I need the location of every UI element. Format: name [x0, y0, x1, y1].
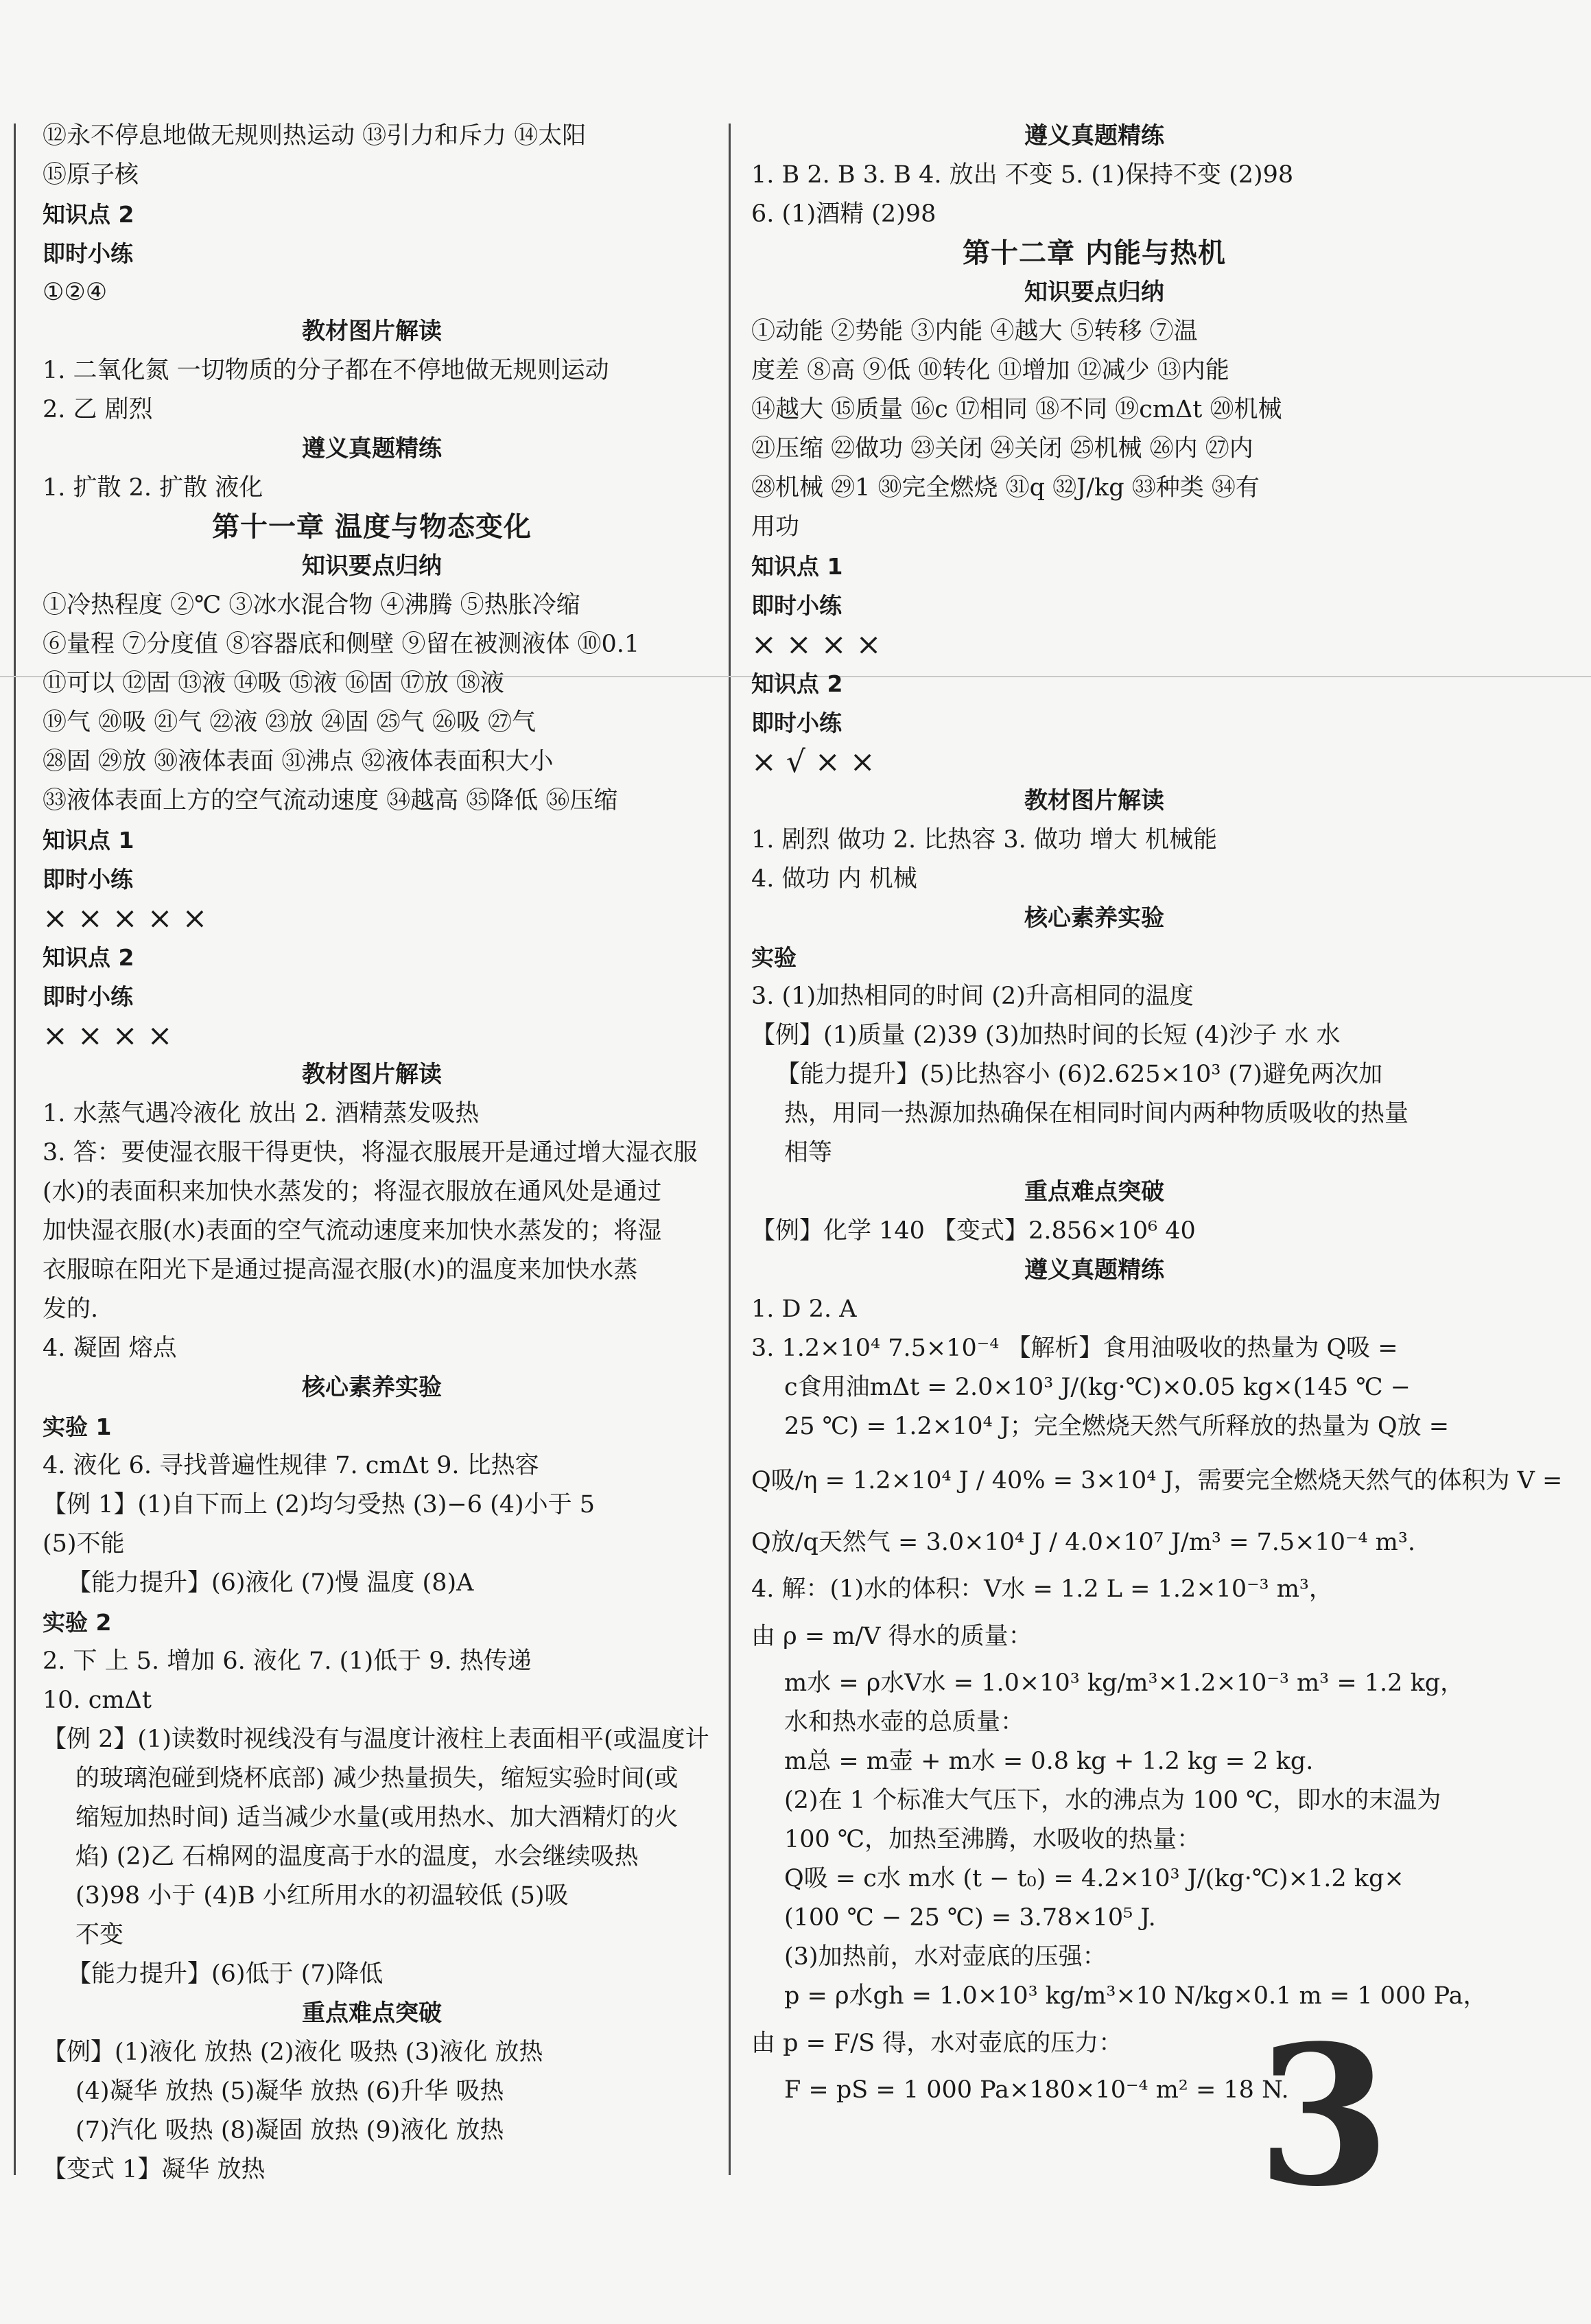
answer-line: 10. cmΔt — [43, 1687, 152, 1714]
section-heading: 教材图片解读 — [302, 318, 442, 345]
answer-line: 1. 水蒸气遇冷液化 放出 2. 酒精蒸发吸热 — [43, 1100, 480, 1127]
knowledge-label: 即时小练 — [43, 983, 133, 1010]
answer-line: 100 ℃，加热至沸腾，水吸收的热量： — [784, 1826, 1201, 1853]
answer-line: 2. 下 上 5. 增加 6. 液化 7. (1)低于 9. 热传递 — [43, 1647, 532, 1675]
answer-line: ××××× — [43, 901, 217, 936]
answer-line: (5)不能 — [43, 1530, 125, 1558]
answer-line: 【变式 1】凝华 放热 — [43, 2156, 266, 2183]
answer-line: Q放/q天然气 = 3.0×10⁴ J / 4.0×10⁷ J/m³ = 7.5×10⁻⁴ m³. — [751, 1529, 1416, 1556]
answer-line: (4)凝华 放热 (5)凝华 放热 (6)升华 吸热 — [75, 2078, 504, 2105]
answer-line: ①②④ — [43, 279, 108, 306]
answer-line: ㉑压缩 ㉒做功 ㉓关闭 ㉔关闭 ㉕机械 ㉖内 ㉗内 — [751, 435, 1253, 462]
answer-line: (3)98 小于 (4)B 小红所用水的初温较低 (5)吸 — [75, 1882, 569, 1910]
column-divider — [729, 124, 731, 2175]
section-heading: 重点难点突破 — [302, 1999, 442, 2027]
answer-line: 4. 做功 内 机械 — [751, 865, 917, 893]
answer-line: F = pS = 1 000 Pa×180×10⁻⁴ m² = 18 N. — [784, 2076, 1289, 2104]
answer-line: (2)在 1 个标准大气压下，水的沸点为 100 ℃，即水的末温为 — [784, 1787, 1441, 1814]
answer-line: ⑫永不停息地做无规则热运动 ⑬引力和斥力 ⑭太阳 — [43, 122, 587, 150]
answer-line: ⑲气 ⑳吸 ㉑气 ㉒液 ㉓放 ㉔固 ㉕气 ㉖吸 ㉗气 — [43, 709, 537, 736]
answer-line: 相等 — [784, 1139, 833, 1166]
knowledge-label: 知识点 2 — [43, 944, 134, 971]
answer-line: 3. 答：要使湿衣服干得更快，将湿衣服展开是通过增大湿衣服 — [43, 1139, 698, 1166]
answer-line: 由 p = F/S 得，水对壶底的压力： — [751, 2030, 1123, 2057]
answer-line: c食用油mΔt = 2.0×10³ J/(kg·℃)×0.05 kg×(145 ℃ − — [784, 1374, 1411, 1401]
answer-line: p = ρ水gh = 1.0×10³ kg/m³×10 N/kg×0.1 m = 1 000 Pa， — [784, 1982, 1487, 2010]
answer-line: (水)的表面积来加快水蒸发的；将湿衣服放在通风处是通过 — [43, 1178, 662, 1206]
knowledge-label: 实验 1 — [43, 1413, 112, 1440]
answer-line: 度差 ⑧高 ⑨低 ⑩转化 ⑪增加 ⑫减少 ⑬内能 — [751, 357, 1229, 384]
answer-line: 水和热水壶的总质量： — [784, 1709, 1025, 1736]
answer-line: 发的. — [43, 1295, 99, 1323]
section-heading: 核心素养实验 — [1024, 904, 1164, 932]
answer-line: 的玻璃泡碰到烧杯底部) 减少热量损失，缩短实验时间(或 — [75, 1765, 679, 1792]
answer-line: 1. 扩散 2. 扩散 液化 — [43, 474, 263, 502]
answer-line: 2. 乙 剧烈 — [43, 396, 153, 423]
section-heading: 教材图片解读 — [302, 1061, 442, 1088]
section-heading: 遵义真题精练 — [302, 435, 442, 462]
left-column — [43, 117, 709, 2190]
answer-line: Q吸/η = 1.2×10⁴ J / 40% = 3×10⁴ J，需要完全燃烧天然气的体积为 V = — [751, 1467, 1563, 1494]
knowledge-label: 即时小练 — [751, 592, 842, 619]
answer-line: 【能力提升】(6)液化 (7)慢 温度 (8)A — [67, 1569, 474, 1597]
answer-line: 【能力提升】(6)低于 (7)降低 — [67, 1960, 384, 1988]
knowledge-label: 知识点 1 — [43, 827, 134, 854]
answer-line: m水 = ρ水V水 = 1.0×10³ kg/m³×1.2×10⁻³ m³ = 1.2 kg， — [784, 1669, 1465, 1697]
right-column — [751, 117, 1563, 2110]
page-number: 3 — [1257, 2004, 1391, 2229]
answer-line: 加快湿衣服(水)表面的空气流动速度来加快水蒸发的；将湿 — [43, 1217, 662, 1245]
answer-line: (100 ℃ − 25 ℃) = 3.78×10⁵ J. — [784, 1904, 1156, 1932]
section-heading: 遵义真题精练 — [1024, 122, 1164, 150]
answer-line: ×√×× — [751, 744, 885, 779]
answer-line: ㉝液体表面上方的空气流动速度 ㉞越高 ㉟降低 ㊱压缩 — [43, 787, 618, 814]
answer-line: 焰) (2)乙 石棉网的温度高于水的温度，水会继续吸热 — [75, 1843, 639, 1870]
section-heading: 第十一章 温度与物态变化 — [212, 511, 532, 543]
section-heading: 第十二章 内能与热机 — [963, 237, 1226, 269]
answer-line: 由 ρ = m/V 得水的质量： — [751, 1623, 1033, 1650]
answer-line: ×××× — [751, 627, 891, 662]
answer-line: 3. 1.2×10⁴ 7.5×10⁻⁴ 【解析】食用油吸收的热量为 Q吸 = — [751, 1335, 1398, 1362]
answer-line: 1. B 2. B 3. B 4. 放出 不变 5. (1)保持不变 (2)98 — [751, 161, 1294, 189]
answer-line: ×××× — [43, 1018, 182, 1053]
answer-line: ⑥量程 ⑦分度值 ⑧容器底和侧壁 ⑨留在被测液体 ⑩0.1 — [43, 631, 640, 658]
knowledge-label: 即时小练 — [751, 709, 842, 736]
answer-line: 【例】(1)液化 放热 (2)液化 吸热 (3)液化 放热 — [43, 2039, 543, 2066]
answer-line: 25 ℃) = 1.2×10⁴ J；完全燃烧天然气所释放的热量为 Q放 = — [784, 1413, 1450, 1440]
answer-line: (7)汽化 吸热 (8)凝固 放热 (9)液化 放热 — [75, 2117, 504, 2144]
answer-line: 3. (1)加热相同的时间 (2)升高相同的温度 — [751, 983, 1194, 1010]
answer-line: ⑮原子核 — [43, 161, 139, 189]
left-margin-rule — [14, 124, 16, 2175]
knowledge-label: 实验 — [751, 944, 797, 971]
answer-line: 1. 剧烈 做功 2. 比热容 3. 做功 增大 机械能 — [751, 826, 1218, 854]
answer-line: ㉘固 ㉙放 ㉚液体表面 ㉛沸点 ㉜液体表面积大小 — [43, 748, 554, 775]
answer-line: 热，用同一热源加热确保在相同时间内两种物质吸收的热量 — [784, 1100, 1409, 1127]
knowledge-label: 实验 2 — [43, 1609, 112, 1636]
knowledge-label: 知识点 1 — [751, 553, 843, 580]
knowledge-label: 知识点 2 — [751, 670, 843, 697]
answer-line: 缩短加热时间) 适当减少水量(或用热水、加大酒精灯的火 — [75, 1804, 679, 1831]
knowledge-label: 即时小练 — [43, 240, 133, 267]
section-heading: 知识要点归纳 — [302, 552, 442, 580]
answer-line: ⑪可以 ⑫固 ⑬液 ⑭吸 ⑮液 ⑯固 ⑰放 ⑱液 — [43, 670, 504, 697]
answer-line: 衣服晾在阳光下是通过提高湿衣服(水)的温度来加快水蒸 — [43, 1256, 638, 1284]
answer-line: (3)加热前，水对壶底的压强： — [784, 1943, 1107, 1971]
answer-line: 1. 二氧化氮 一切物质的分子都在不停地做无规则运动 — [43, 357, 609, 384]
answer-line: ①动能 ②势能 ③内能 ④越大 ⑤转移 ⑦温 — [751, 318, 1198, 345]
answer-line: Q吸 = c水 m水 (t − t₀) = 4.2×10³ J/(kg·℃)×1.2 kg× — [784, 1865, 1404, 1892]
answer-line: 【例 1】(1)自下而上 (2)均匀受热 (3)−6 (4)小于 5 — [43, 1491, 596, 1518]
section-heading: 教材图片解读 — [1024, 787, 1164, 814]
answer-line: 用功 — [751, 513, 800, 541]
knowledge-label: 即时小练 — [43, 866, 133, 893]
answer-line: 【例】(1)质量 (2)39 (3)加热时间的长短 (4)沙子 水 水 — [751, 1022, 1341, 1049]
knowledge-label: 知识点 2 — [43, 201, 134, 228]
answer-line: 1. D 2. A — [751, 1295, 857, 1323]
answer-line: m总 = m壶 + m水 = 0.8 kg + 1.2 kg = 2 kg. — [784, 1748, 1314, 1775]
answer-line: 4. 解：(1)水的体积：V水 = 1.2 L = 1.2×10⁻³ m³， — [751, 1575, 1333, 1603]
section-heading: 遵义真题精练 — [1024, 1256, 1164, 1284]
answer-line: 不变 — [75, 1921, 124, 1949]
section-heading: 知识要点归纳 — [1024, 279, 1164, 306]
section-heading: 核心素养实验 — [302, 1374, 442, 1401]
answer-line: ①冷热程度 ②℃ ③冰水混合物 ④沸腾 ⑤热胀冷缩 — [43, 591, 580, 619]
answer-line: ㉘机械 ㉙1 ㉚完全燃烧 ㉛q ㉜J/kg ㉝种类 ㉞有 — [751, 474, 1260, 502]
answer-line: 4. 凝固 熔点 — [43, 1335, 177, 1362]
answer-line: 【例】化学 140 【变式】2.856×10⁶ 40 — [751, 1217, 1196, 1245]
answer-line: 4. 液化 6. 寻找普遍性规律 7. cmΔt 9. 比热容 — [43, 1452, 539, 1479]
section-heading: 重点难点突破 — [1024, 1178, 1164, 1206]
answer-line: 6. (1)酒精 (2)98 — [751, 200, 936, 228]
answer-line: 【能力提升】(5)比热容小 (6)2.625×10³ (7)避免两次加 — [776, 1061, 1383, 1088]
answer-line: ⑭越大 ⑮质量 ⑯c ⑰相同 ⑱不同 ⑲cmΔt ⑳机械 — [751, 396, 1282, 423]
answer-line: 【例 2】(1)读数时视线没有与温度计液柱上表面相平(或温度计 — [43, 1726, 709, 1753]
